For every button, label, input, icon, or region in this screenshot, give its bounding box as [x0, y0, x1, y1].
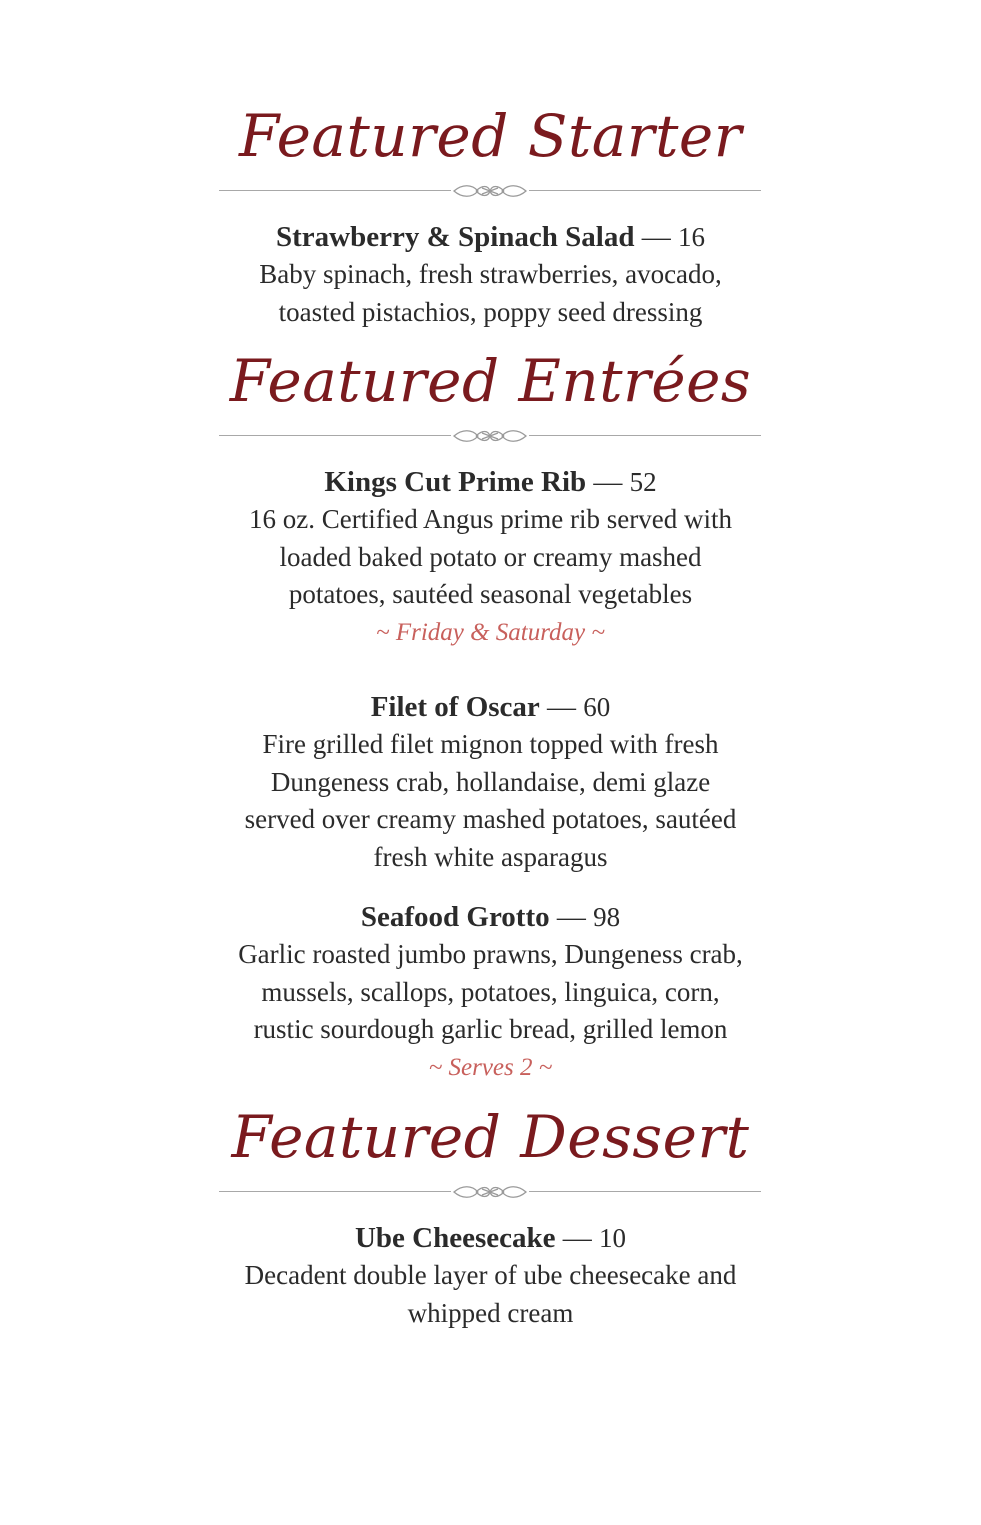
menu-item-price: 98 [593, 902, 621, 932]
menu-item-description-line: Dungeness crab, hollandaise, demi glaze [270, 766, 711, 797]
menu-item-seafood-grotto [200, 898, 781, 1086]
menu-item-description-line: mussels, scallops, potatoes, linguica, corn, [261, 976, 720, 1007]
scroll-flourish-icon [452, 182, 528, 200]
menu-item-description-line: Decadent double layer of ube cheesecake and [244, 1260, 737, 1290]
menu-item-description-line: Fire grilled filet mignon topped with fresh [262, 729, 719, 759]
menu-item-price: 10 [599, 1223, 627, 1253]
menu-item-description-line: Baby spinach, fresh strawberries, avocado, [259, 259, 722, 289]
menu-item-availability-note: ~ Friday & Saturday ~ [376, 618, 605, 646]
section-heading-entrees: Featured Entrées [229, 347, 752, 415]
menu-item-strawberry-spinach-salad [200, 218, 781, 331]
menu-item-description-line: rustic sourdough garlic bread, grilled lemon [253, 1014, 728, 1044]
divider-line-right [529, 435, 761, 436]
menu-item-description-line: whipped cream [407, 1297, 574, 1328]
menu-item-kings-cut-prime-rib [200, 463, 781, 651]
menu-item-name: Kings Cut Prime Rib [324, 466, 587, 498]
menu-item-description-line: toasted pistachios, poppy seed dressing [278, 296, 703, 327]
divider-line-left [219, 190, 451, 191]
scroll-flourish-icon [452, 427, 528, 445]
section-heading-starter: Featured Starter [239, 102, 742, 170]
menu-item-filet-of-oscar [200, 688, 781, 876]
menu-item-price: 16 [678, 222, 705, 252]
section-divider [219, 1182, 761, 1202]
price-separator: — [539, 691, 584, 723]
menu-item-description-line: potatoes, sautéed seasonal vegetables [288, 579, 693, 609]
menu-item-name: Filet of Oscar [370, 691, 540, 723]
price-separator: — [549, 901, 594, 933]
section-divider [219, 181, 761, 201]
menu-item-description-line: Garlic roasted jumbo prawns, Dungeness crab, [238, 939, 743, 969]
menu-item-description-line: loaded baked potato or creamy mashed [279, 541, 702, 572]
menu-item-title [200, 218, 781, 256]
price-separator: — [634, 221, 678, 253]
menu-item-description-line: 16 oz. Certified Angus prime rib served with [249, 504, 732, 534]
divider-line-right [529, 190, 761, 191]
menu-item-title [200, 688, 781, 726]
menu-item-description-line: served over creamy mashed potatoes, sautéed [244, 804, 737, 834]
divider-line-right [529, 1191, 761, 1192]
menu-item-serving-note: ~ Serves 2 ~ [428, 1053, 553, 1081]
menu-item-description-line: fresh white asparagus [373, 841, 608, 872]
menu-item-name: Strawberry & Spinach Salad [275, 221, 635, 253]
divider-line-left [219, 1191, 451, 1192]
price-separator: — [586, 466, 630, 498]
menu-item-name: Seafood Grotto [360, 901, 550, 933]
menu-item-name: Ube Cheesecake [354, 1222, 556, 1254]
section-divider [219, 426, 761, 446]
section-heading-dessert: Featured Dessert [231, 1103, 750, 1171]
menu-item-title [200, 463, 781, 501]
price-separator: — [555, 1222, 600, 1254]
menu-item-ube-cheesecake [200, 1219, 781, 1332]
menu-item-title [200, 1219, 781, 1257]
divider-line-left [219, 435, 451, 436]
scroll-flourish-icon [452, 1183, 528, 1201]
menu-item-price: 52 [629, 467, 657, 497]
menu-item-price: 60 [583, 692, 611, 722]
menu-item-title [200, 898, 781, 936]
